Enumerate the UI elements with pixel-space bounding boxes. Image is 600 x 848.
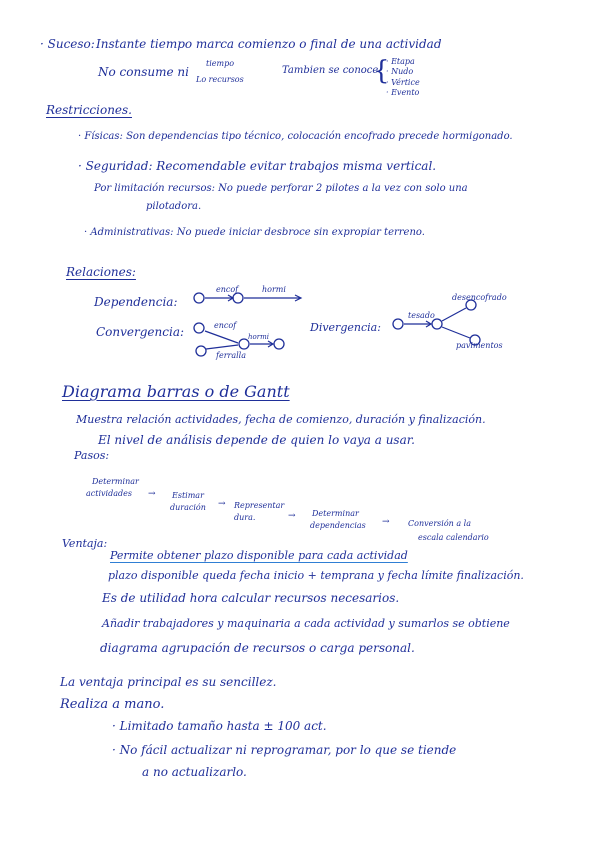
suceso-type-vertice: · Vértice: [386, 78, 420, 87]
step-5-line-1: Conversión a la: [408, 519, 471, 528]
div-desencofrado-label: desencofrado: [452, 293, 507, 302]
ventaja-line-3: Es de utilidad hora calcular recursos necesarios.: [102, 591, 400, 605]
tambien-conoce-text: Tambien se conoce: [282, 65, 379, 76]
limitado-tamano: · Limitado tamaño hasta ± 100 act.: [112, 719, 327, 733]
node-circle: [194, 323, 204, 333]
suceso-definition: Instante tiempo marca comienzo o final de una actividad: [96, 37, 442, 51]
ventaja-line-2: plazo disponible queda fecha inicio + temprana y fecha límite finalización.: [108, 569, 524, 582]
suceso-type-etapa: · Etapa: [386, 57, 415, 66]
ventaja-line-5: diagrama agrupación de recursos o carga personal.: [100, 641, 415, 655]
step-2-line-2: duración: [170, 503, 206, 512]
gantt-title: Diagrama barras o de Gantt: [62, 382, 290, 401]
conv-encof-label: encof: [214, 321, 237, 330]
step-5-line-2: escala calendario: [418, 533, 489, 542]
arrow-line: [205, 331, 238, 343]
arrow-line: [442, 327, 470, 338]
principal-ventaja: La ventaja principal es su sencillez.: [60, 675, 277, 689]
realiza-a-mano: Realiza a mano.: [60, 697, 165, 712]
node-circle: [274, 339, 284, 349]
node-circle: [466, 300, 476, 310]
restriccion-fisicas: · Físicas: Son dependencias tipo técnico, colocación encofrado precede hormigonado.: [78, 131, 513, 142]
node-circle: [233, 293, 243, 303]
div-pavimentos-label: pavimentos: [456, 341, 503, 350]
arrow-line: [442, 308, 466, 321]
step-arrow-icon: →: [288, 511, 296, 521]
relaciones-title: Relaciones:: [66, 265, 136, 279]
restriccion-seguridad: · Seguridad: Recomendable evitar trabajos misma vertical.: [78, 159, 437, 173]
node-circle: [393, 319, 403, 329]
step-arrow-icon: →: [148, 489, 156, 499]
step-4-line-1: Determinar: [312, 509, 359, 518]
step-arrow-icon: →: [218, 499, 226, 509]
step-3-line-2: dura.: [234, 513, 256, 522]
node-circle: [194, 293, 204, 303]
dep-encof-label: encof: [216, 285, 239, 294]
ventaja-line-4: Añadir trabajadores y maquinaria a cada actividad y sumarlos se obtiene: [102, 617, 510, 630]
ventaja-line-1: Permite obtener plazo disponible para cada actividad: [110, 549, 408, 562]
suceso-type-nudo: · Nudo: [386, 67, 414, 76]
recursos-text: Lo recursos: [196, 75, 244, 84]
dependencia-label: Dependencia:: [94, 295, 178, 309]
gantt-line-2: El nivel de análisis depende de quien lo vaya a usar.: [98, 433, 415, 447]
gantt-line-1: Muestra relación actividades, fecha de comienzo, duración y finalización.: [76, 413, 486, 426]
step-1-line-1: Determinar: [92, 477, 139, 486]
restriccion-limitacion-2: pilotadora.: [146, 201, 202, 212]
arrow-line: [206, 345, 238, 349]
step-1-line-2: actividades: [86, 489, 132, 498]
node-circle: [239, 339, 249, 349]
node-circle: [432, 319, 442, 329]
node-circle: [196, 346, 206, 356]
restricciones-title: Restricciones.: [46, 103, 132, 117]
conv-hormi-label: hormi: [248, 333, 269, 341]
step-2-line-1: Estimar: [172, 491, 204, 500]
no-consume-text: No consume ni: [98, 65, 189, 79]
curly-brace-icon: {: [373, 56, 390, 86]
restriccion-limitacion-1: Por limitación recursos: No puede perforar 2 pilotes a la vez con solo una: [94, 183, 468, 194]
tiempo-text: tiempo: [206, 59, 235, 68]
step-arrow-icon: →: [382, 517, 390, 527]
node-circle: [470, 335, 480, 345]
pasos-label: Pasos:: [74, 449, 110, 462]
divergencia-label: Divergencia:: [310, 321, 381, 334]
no-facil-line-1: · No fácil actualizar ni reprogramar, por lo que se tiende: [112, 743, 457, 757]
ventaja-label: Ventaja:: [62, 537, 108, 550]
step-3-line-1: Representar: [234, 501, 285, 510]
dep-hormi-label: hormi: [262, 285, 286, 294]
convergencia-label: Convergencia:: [96, 325, 185, 339]
step-4-line-2: dependencias: [310, 521, 366, 530]
suceso-label: · Suceso:: [40, 37, 95, 51]
restriccion-administrativas: · Administrativas: No puede iniciar desbroce sin expropiar terreno.: [84, 227, 425, 238]
no-facil-line-2: a no actualizarlo.: [142, 765, 247, 779]
suceso-type-evento: · Evento: [386, 88, 420, 97]
div-tesado-label: tesado: [408, 311, 435, 320]
conv-ferralla-label: ferralla: [216, 351, 246, 360]
